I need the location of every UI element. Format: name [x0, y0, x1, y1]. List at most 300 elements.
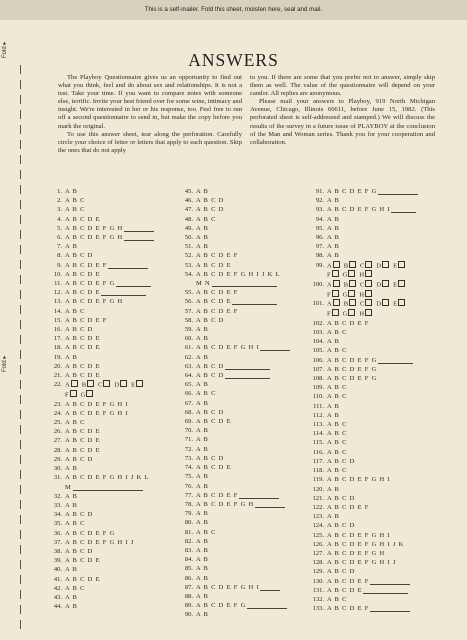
- answer-choices[interactable]: A B C D: [65, 326, 94, 334]
- question-number: 124.: [312, 522, 324, 530]
- answer-choices[interactable]: A B C D E: [65, 270, 101, 278]
- answer-choices[interactable]: A B: [196, 381, 209, 389]
- answer-choices[interactable]: A B C D E F: [65, 261, 108, 269]
- answer-choices[interactable]: A B C D E F G H I: [327, 206, 391, 214]
- answer-choices[interactable]: A B C D E F G H: [65, 298, 124, 306]
- answer-choices[interactable]: A B: [327, 338, 340, 346]
- choice-with-box[interactable]: A: [65, 380, 78, 390]
- question-number: 129.: [312, 568, 324, 576]
- answer-choices[interactable]: A B: [196, 565, 209, 573]
- question-number: 85.: [184, 565, 193, 573]
- answer-choices[interactable]: A B C: [327, 393, 348, 401]
- choice-with-box[interactable]: E: [393, 280, 405, 290]
- answer-choices[interactable]: A B C D E F G H I: [327, 531, 391, 539]
- self-mailer-note: This is a self-mailer. Fold this sheet, moisten here, seal and mail.: [0, 0, 467, 20]
- question-number: 9.: [57, 261, 62, 269]
- choice-with-box[interactable]: A: [327, 261, 340, 271]
- answer-choices[interactable]: A B: [327, 513, 340, 521]
- write-in-line[interactable]: [378, 187, 418, 195]
- choice-with-box[interactable]: B: [344, 280, 356, 290]
- question-number: 54.: [184, 270, 193, 278]
- choice-with-box[interactable]: B: [344, 299, 356, 309]
- choice-with-box[interactable]: C: [360, 280, 372, 290]
- write-in-line[interactable]: [73, 483, 143, 491]
- answer-choices[interactable]: A B C D E F G H I J: [327, 559, 397, 567]
- answer-choices[interactable]: A B: [196, 427, 209, 435]
- answer-row: [304, 429, 444, 438]
- answer-choices[interactable]: A B C: [327, 439, 348, 447]
- choice-with-box[interactable]: C: [98, 380, 110, 390]
- question-number: 49.: [184, 224, 193, 232]
- answer-row: [50, 473, 180, 482]
- answer-row: [50, 279, 180, 288]
- answer-row: [50, 288, 180, 297]
- question-number: 30.: [53, 465, 62, 473]
- answer-row: [304, 224, 444, 233]
- write-in-line[interactable]: [108, 261, 148, 269]
- answer-choices[interactable]: A B C D E: [196, 261, 232, 269]
- question-number: 24.: [53, 409, 62, 417]
- question-number: 55.: [184, 289, 193, 297]
- answer-choices[interactable]: A B C: [65, 520, 86, 528]
- answer-choices[interactable]: A B C D E: [65, 372, 101, 380]
- question-number: [304, 309, 324, 319]
- answer-choices[interactable]: A B C D E: [65, 215, 101, 223]
- question-number: 108.: [312, 375, 324, 383]
- answer-choices[interactable]: A B C: [196, 390, 217, 398]
- answer-choices[interactable]: A B C D E F G: [327, 365, 378, 373]
- answer-choices[interactable]: A B C D: [196, 408, 225, 416]
- page-title: ANSWERS: [188, 50, 279, 70]
- checkbox[interactable]: [87, 380, 94, 387]
- answer-row: [178, 325, 308, 334]
- answer-choices[interactable]: A B: [327, 485, 340, 493]
- answer-choices[interactable]: A B: [65, 566, 78, 574]
- question-number: 21.: [53, 372, 62, 380]
- write-in-line[interactable]: [391, 205, 416, 213]
- answer-choices[interactable]: A B C D E F G H I J K: [327, 540, 405, 548]
- question-number: 73.: [184, 454, 193, 462]
- answer-choices[interactable]: A B: [196, 510, 209, 518]
- checkbox[interactable]: [349, 280, 356, 287]
- answer-choices[interactable]: A B: [196, 611, 209, 619]
- answer-choices[interactable]: A B C D: [327, 522, 356, 530]
- question-number: 95.: [315, 224, 324, 232]
- answer-choices[interactable]: A B C D E F G H I J: [65, 538, 135, 546]
- answer-choices[interactable]: A B: [196, 482, 209, 490]
- choice-with-box[interactable]: D: [376, 280, 389, 290]
- answer-choices[interactable]: A B: [196, 234, 209, 242]
- answer-row: [304, 251, 444, 260]
- question-number: 131.: [312, 586, 324, 594]
- answer-choices[interactable]: A B C D E: [65, 557, 101, 565]
- write-in-line[interactable]: [260, 583, 280, 591]
- question-number: 128.: [312, 559, 324, 567]
- answer-choices[interactable]: A B C D E F G H: [65, 234, 124, 242]
- answer-choices[interactable]: A B C D E F G: [196, 602, 247, 610]
- checkbox[interactable]: [70, 390, 77, 397]
- answer-row: [178, 408, 308, 417]
- answer-row: [50, 205, 180, 214]
- answer-row: [304, 328, 444, 337]
- write-in-line[interactable]: [116, 279, 151, 287]
- answer-choices[interactable]: A B: [65, 492, 78, 500]
- checkbox[interactable]: [349, 299, 356, 306]
- answer-row: [50, 418, 180, 427]
- answer-choices[interactable]: A B C D E: [65, 344, 101, 352]
- question-number: 122.: [312, 503, 324, 511]
- answer-choices[interactable]: A B: [65, 465, 78, 473]
- answer-choices[interactable]: A B C D E F G: [327, 356, 378, 364]
- answer-choices[interactable]: A B C: [65, 584, 86, 592]
- answer-choices[interactable]: A B C D: [65, 547, 94, 555]
- answer-choices[interactable]: A B: [196, 188, 209, 195]
- choice-with-box[interactable]: F: [327, 270, 339, 280]
- answer-choices[interactable]: A B C D E F G H I: [196, 583, 260, 591]
- checkbox[interactable]: [332, 270, 339, 277]
- answer-row: [50, 501, 180, 510]
- answer-choices[interactable]: A B: [327, 224, 340, 232]
- question-number: 90.: [184, 611, 193, 619]
- answer-choices[interactable]: A B: [65, 188, 78, 195]
- answer-choices[interactable]: A B C D E F G: [327, 188, 378, 195]
- answer-choices[interactable]: A B C D E F: [196, 289, 239, 297]
- choice-with-box[interactable]: C: [360, 261, 372, 271]
- checkbox[interactable]: [382, 299, 389, 306]
- answer-choices[interactable]: A B: [196, 574, 209, 582]
- answer-choices[interactable]: A B C D: [196, 316, 225, 324]
- question-number: 126.: [312, 540, 324, 548]
- checkbox[interactable]: [333, 261, 340, 268]
- choice-with-box[interactable]: F: [327, 309, 339, 319]
- question-number: 2.: [57, 197, 62, 205]
- write-in-line[interactable]: [124, 224, 154, 232]
- answer-choices[interactable]: A B: [196, 353, 209, 361]
- question-number: 116.: [312, 448, 324, 456]
- write-in-line[interactable]: [225, 362, 270, 370]
- answer-row: [50, 593, 180, 602]
- question-number: 65.: [184, 381, 193, 389]
- answer-choices[interactable]: A B C: [327, 430, 348, 438]
- answer-row: [50, 325, 180, 334]
- checkbox[interactable]: [136, 380, 143, 387]
- write-in-line[interactable]: [232, 297, 277, 305]
- answer-choices[interactable]: A B C D E F G H I J K L: [196, 270, 281, 278]
- checkbox[interactable]: [398, 280, 405, 287]
- answer-choices[interactable]: A B C D E F G H: [65, 224, 124, 232]
- write-in-line[interactable]: [101, 288, 146, 296]
- answer-row: [178, 435, 308, 444]
- question-number: 45.: [184, 188, 193, 195]
- checkbox[interactable]: [349, 261, 356, 268]
- answer-choices[interactable]: M N: [196, 280, 211, 288]
- answer-choices[interactable]: A B: [196, 243, 209, 251]
- checkbox[interactable]: [348, 290, 355, 297]
- answer-choices[interactable]: A B: [65, 243, 78, 251]
- answer-choices[interactable]: A B: [196, 473, 209, 481]
- choice-with-box[interactable]: C: [360, 299, 372, 309]
- checkbox[interactable]: [103, 380, 110, 387]
- checkbox[interactable]: [86, 390, 93, 397]
- answer-choices[interactable]: A B C D E: [65, 428, 101, 436]
- checkbox[interactable]: [365, 309, 372, 316]
- answer-choices[interactable]: A B C D: [196, 206, 225, 214]
- question-number: 26.: [53, 428, 62, 436]
- answer-choices[interactable]: A B C D E: [65, 446, 101, 454]
- write-in-line[interactable]: [260, 343, 290, 351]
- choice-with-box[interactable]: D: [114, 380, 127, 390]
- choice-with-box[interactable]: G: [343, 309, 356, 319]
- answer-choices[interactable]: A B: [196, 224, 209, 232]
- answer-choices[interactable]: A B C D E: [65, 335, 101, 343]
- answer-choices[interactable]: A B C D E F: [327, 319, 370, 327]
- choice-with-box[interactable]: D: [376, 299, 389, 309]
- checkbox[interactable]: [365, 290, 372, 297]
- answer-choices[interactable]: A B C D E F G H I: [65, 400, 129, 408]
- answer-row: [178, 343, 308, 352]
- choice-with-box[interactable]: A: [327, 280, 340, 290]
- answer-choices[interactable]: A B C D E: [65, 289, 101, 297]
- checkbox[interactable]: [365, 299, 372, 306]
- question-number: 98.: [315, 252, 324, 260]
- choice-with-box[interactable]: G: [81, 390, 94, 400]
- answer-choices[interactable]: A B C D E F G: [65, 280, 116, 288]
- question-number: 81.: [184, 528, 193, 536]
- checkbox[interactable]: [365, 261, 372, 268]
- question-number: 74.: [184, 464, 193, 472]
- question-number: 114.: [312, 430, 324, 438]
- write-in-line[interactable]: [247, 601, 287, 609]
- answer-choices[interactable]: A B C: [327, 384, 348, 392]
- checkbox[interactable]: [398, 261, 405, 268]
- answer-choices[interactable]: A B: [196, 326, 209, 334]
- checkbox[interactable]: [333, 299, 340, 306]
- answer-choices[interactable]: A B C D E F G: [327, 375, 378, 383]
- answer-row: [50, 251, 180, 260]
- answer-row: [178, 353, 308, 362]
- question-number: 117.: [312, 457, 324, 465]
- answer-row: [304, 205, 444, 214]
- question-number: 33.: [53, 501, 62, 509]
- answer-choices[interactable]: A B C D E F: [65, 316, 108, 324]
- answer-choices[interactable]: M: [65, 483, 72, 491]
- answer-choices[interactable]: A B C D E F: [196, 307, 239, 315]
- answer-choices[interactable]: A B C: [327, 347, 348, 355]
- choice-with-box[interactable]: H: [359, 270, 372, 280]
- question-number: 88.: [184, 592, 193, 600]
- checkbox[interactable]: [365, 270, 372, 277]
- choice-with-box[interactable]: F: [327, 290, 339, 300]
- write-in-line[interactable]: [124, 233, 154, 241]
- answer-choices[interactable]: A B C D: [65, 511, 94, 519]
- write-in-line[interactable]: [370, 577, 410, 585]
- answer-choices[interactable]: A B: [196, 592, 209, 600]
- question-number: 125.: [312, 531, 324, 539]
- answer-choices[interactable]: A B C: [65, 307, 86, 315]
- question-number: 76.: [184, 482, 193, 490]
- answer-choices[interactable]: A B C D E F: [327, 577, 370, 585]
- answer-choices[interactable]: A B C D: [327, 568, 356, 576]
- checkbox[interactable]: [71, 380, 78, 387]
- answer-choices[interactable]: A B C D E F G H: [327, 549, 386, 557]
- answer-choices[interactable]: A B C D E: [196, 464, 232, 472]
- answer-row: [50, 187, 180, 196]
- answer-choices[interactable]: A B C D E F: [327, 503, 370, 511]
- answer-choices[interactable]: A B C: [65, 197, 86, 205]
- checkbox[interactable]: [398, 299, 405, 306]
- question-number: 94.: [315, 215, 324, 223]
- answer-row: [304, 319, 444, 328]
- answer-choices[interactable]: A B C D E: [65, 437, 101, 445]
- answer-choices[interactable]: A B C D E F G: [65, 529, 116, 537]
- question-number: 92.: [315, 197, 324, 205]
- answer-choices[interactable]: A B C D: [196, 454, 225, 462]
- answer-choices[interactable]: A B C: [65, 419, 86, 427]
- answer-choices[interactable]: A B: [327, 215, 340, 223]
- question-number: 82.: [184, 537, 193, 545]
- write-in-line[interactable]: [370, 604, 410, 612]
- answer-choices[interactable]: A B: [196, 399, 209, 407]
- answer-choices[interactable]: A B C D E: [65, 362, 101, 370]
- answer-choices[interactable]: A B C: [327, 595, 348, 603]
- choice-with-box[interactable]: F: [65, 390, 77, 400]
- write-in-line[interactable]: [239, 491, 279, 499]
- answer-choices[interactable]: A B: [65, 353, 78, 361]
- answer-row: [304, 475, 444, 484]
- answer-choices[interactable]: A B C D E F G H: [196, 500, 255, 508]
- choice-with-box[interactable]: D: [376, 261, 389, 271]
- question-number: 104.: [312, 338, 324, 346]
- answer-row: [304, 604, 444, 613]
- answer-choices[interactable]: A B C D: [65, 252, 94, 260]
- answer-choices[interactable]: A B: [327, 243, 340, 251]
- question-number: 91.: [315, 188, 324, 195]
- answer-choices[interactable]: A B C D E: [65, 575, 101, 583]
- checkbox[interactable]: [382, 261, 389, 268]
- answer-choices[interactable]: A B C: [65, 206, 86, 214]
- checkbox[interactable]: [348, 309, 355, 316]
- answer-row: [50, 353, 180, 362]
- write-in-line[interactable]: [212, 279, 277, 287]
- write-in-line[interactable]: [363, 586, 408, 594]
- answer-choices[interactable]: A B C D: [327, 494, 356, 502]
- question-number: 39.: [53, 557, 62, 565]
- answer-choices[interactable]: A B: [196, 436, 209, 444]
- question-number: 87.: [184, 583, 193, 591]
- answer-choices[interactable]: A B C D E F G H I J K L: [65, 474, 150, 482]
- answer-choices[interactable]: A B C D E F G H I: [327, 476, 391, 484]
- answer-row: [178, 564, 308, 573]
- answer-choices[interactable]: A B C D: [196, 372, 225, 380]
- answer-choices[interactable]: A B C D: [196, 362, 225, 370]
- checkbox[interactable]: [348, 270, 355, 277]
- answer-choices[interactable]: A B: [196, 335, 209, 343]
- answer-row: [304, 187, 444, 196]
- question-number: 119.: [312, 476, 324, 484]
- write-in-line[interactable]: [225, 371, 270, 379]
- answer-choices[interactable]: A B C: [327, 329, 348, 337]
- question-number: 58.: [184, 316, 193, 324]
- answer-choices[interactable]: A B: [327, 402, 340, 410]
- choice-with-box[interactable]: E: [393, 261, 405, 271]
- question-number: 57.: [184, 307, 193, 315]
- checkbox[interactable]: [332, 309, 339, 316]
- question-number: 106.: [312, 356, 324, 364]
- write-in-line[interactable]: [255, 500, 285, 508]
- answer-choices[interactable]: A B C D: [196, 197, 225, 205]
- answer-row: [50, 565, 180, 574]
- answer-choices[interactable]: A B C: [327, 421, 348, 429]
- answer-choices[interactable]: A B C: [327, 448, 348, 456]
- answer-choices[interactable]: A B C D E F: [196, 491, 239, 499]
- answer-row: [304, 280, 444, 290]
- answer-choices[interactable]: A B: [196, 556, 209, 564]
- answer-choices[interactable]: A B: [196, 537, 209, 545]
- choice-with-box[interactable]: H: [359, 309, 372, 319]
- choice-with-box[interactable]: B: [344, 261, 356, 271]
- choice-with-box[interactable]: G: [343, 290, 356, 300]
- answer-row: [304, 365, 444, 374]
- answer-choices[interactable]: A B C: [327, 467, 348, 475]
- checkbox[interactable]: [365, 280, 372, 287]
- write-in-line[interactable]: [378, 356, 413, 364]
- answer-choices[interactable]: A B: [196, 546, 209, 554]
- answer-choices[interactable]: A B C D E F: [327, 605, 370, 613]
- answer-row: [304, 586, 444, 595]
- answer-choices[interactable]: A B: [65, 593, 78, 601]
- answer-choices[interactable]: A B: [196, 445, 209, 453]
- answer-row: [178, 233, 308, 242]
- answer-choices[interactable]: A B: [327, 197, 340, 205]
- answer-choices[interactable]: A B: [65, 603, 78, 611]
- answer-row: [304, 503, 444, 512]
- question-number: [304, 290, 324, 300]
- answer-choices[interactable]: A B C D: [65, 455, 94, 463]
- checkbox[interactable]: [332, 290, 339, 297]
- answer-row: [304, 215, 444, 224]
- answer-choices[interactable]: A B: [65, 501, 78, 509]
- answer-row: [178, 472, 308, 481]
- choice-with-box[interactable]: B: [82, 380, 94, 390]
- choice-with-box[interactable]: E: [393, 299, 405, 309]
- answer-choices[interactable]: A B C D E F G H I: [65, 409, 129, 417]
- choice-with-box[interactable]: H: [359, 290, 372, 300]
- answer-choices[interactable]: A B C D E F: [196, 252, 239, 260]
- question-number: 27.: [53, 437, 62, 445]
- checkbox[interactable]: [120, 380, 127, 387]
- question-number: 121.: [312, 494, 324, 502]
- answer-choices[interactable]: A B C: [196, 528, 217, 536]
- choice-with-box[interactable]: G: [343, 270, 356, 280]
- answer-choices[interactable]: A B: [327, 411, 340, 419]
- answer-choices[interactable]: A B C D E F G H I: [196, 344, 260, 352]
- answer-choices[interactable]: A B: [327, 252, 340, 260]
- choice-with-box[interactable]: A: [327, 299, 340, 309]
- answer-choices[interactable]: A B: [327, 234, 340, 242]
- answer-row: [304, 448, 444, 457]
- checkbox[interactable]: [382, 280, 389, 287]
- answer-choices[interactable]: A B C D: [327, 457, 356, 465]
- answer-choices[interactable]: A B C: [196, 215, 217, 223]
- checkbox[interactable]: [333, 280, 340, 287]
- answer-choices[interactable]: A B: [196, 519, 209, 527]
- choice-with-box[interactable]: E: [131, 380, 143, 390]
- answer-choices[interactable]: A B C D E: [196, 418, 232, 426]
- answer-row: [178, 528, 308, 537]
- answer-choices[interactable]: A B C D E: [327, 586, 363, 594]
- question-number: 3.: [57, 206, 62, 214]
- answer-choices[interactable]: A B C D E: [196, 298, 232, 306]
